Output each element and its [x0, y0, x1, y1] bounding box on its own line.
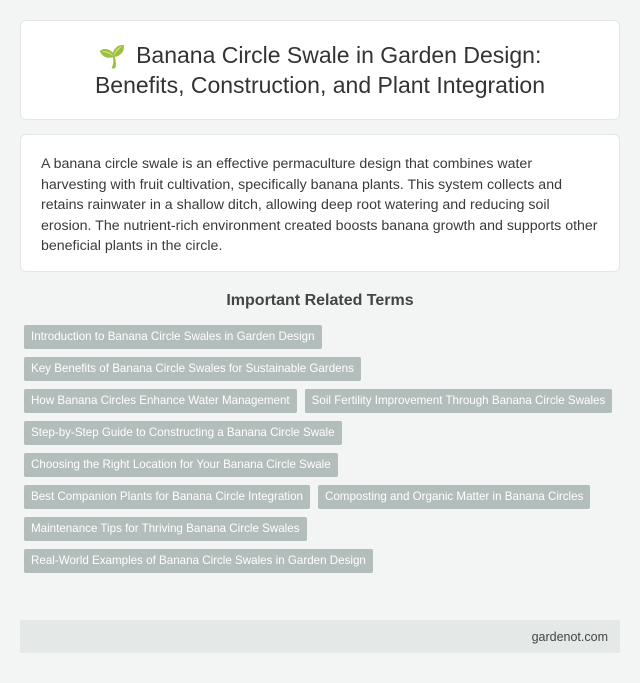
related-terms-list [24, 325, 616, 573]
title-card [20, 20, 620, 120]
related-term-tag[interactable]: Composting and Organic Matter in Banana Circles [318, 485, 590, 509]
summary-card [20, 134, 620, 272]
related-term-tag[interactable]: How Banana Circles Enhance Water Management [24, 389, 297, 413]
footer [20, 620, 620, 653]
related-term-tag[interactable]: Maintenance Tips for Thriving Banana Circle Swales [24, 517, 307, 541]
related-term-tag[interactable]: Step-by-Step Guide to Constructing a Banana Circle Swale [24, 421, 342, 445]
related-term-tag[interactable]: Best Companion Plants for Banana Circle Integration [24, 485, 310, 509]
related-term-tag[interactable]: Soil Fertility Improvement Through Banana Circle Swales [305, 389, 613, 413]
related-term-tag[interactable]: Choosing the Right Location for Your Banana Circle Swale [24, 453, 338, 477]
page-title-text: Banana Circle Swale in Garden Design: Benefits, Construction, and Plant Integration [94, 41, 546, 98]
related-term-tag[interactable]: Key Benefits of Banana Circle Swales for Sustainable Gardens [24, 357, 361, 381]
footer-brand[interactable]: gardenot.com [531, 629, 608, 644]
related-term-tag[interactable]: Introduction to Banana Circle Swales in Garden Design [24, 325, 322, 349]
summary-text: A banana circle swale is an effective permaculture design that combines water harvesting with fruit cultivation, specifically banana plants. This system collects and retains rainwater in a shallow ditch, allowing deep root watering and reducing soil erosion. The nutrient-rich environment created boosts banana growth and supports other beneficial plants in the circle. [41, 156, 598, 255]
related-term-tag[interactable]: Real-World Examples of Banana Circle Swales in Garden Design [24, 549, 373, 573]
page-title [51, 41, 589, 100]
related-terms-heading: Important Related Terms [226, 292, 414, 309]
seedling-icon: 🌱 [98, 43, 127, 69]
